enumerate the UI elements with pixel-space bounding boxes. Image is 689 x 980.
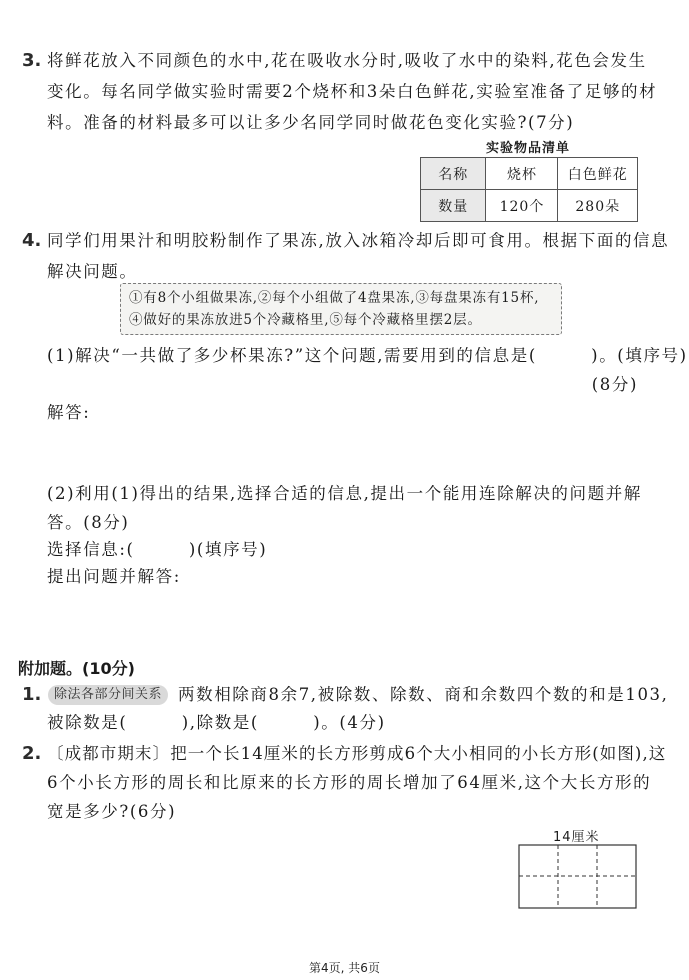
- table-header-cell: 名称: [421, 158, 486, 190]
- bonus-q2-number: 2.: [22, 743, 42, 764]
- bonus-q1-number: 1.: [22, 684, 42, 705]
- bonus-q1-line-1: 两数相除商8余7,被除数、除数、商和余数四个数的和是103,: [178, 685, 669, 704]
- bonus-q2-line-2: 6个小长方形的周长和比原来的长方形的周长增加了64厘米,这个大长方形的: [47, 773, 652, 792]
- table-caption: 实验物品清单: [486, 141, 571, 156]
- q3-number: 3.: [22, 50, 42, 71]
- q4-line-2: 解决问题。: [47, 262, 138, 281]
- table-header-cell: 白色鲜花: [558, 158, 638, 190]
- figure-length-label: 14厘米: [553, 830, 600, 845]
- q4-part1-score: (8分): [591, 375, 638, 394]
- table-header-cell: 烧杯: [486, 158, 558, 190]
- bonus-q1-line-2: 被除数是( ),除数是( )。(4分): [47, 713, 386, 732]
- q4-answer-label: 解答:: [47, 403, 91, 422]
- rectangle-figure: [518, 844, 638, 910]
- info-line: ④做好的果冻放进5个冷藏格里,⑤每个冷藏格里摆2层。: [129, 312, 482, 328]
- q3-line-3: 料。准备的材料最多可以让多少名同学同时做花色变化实验?(7分): [47, 113, 575, 132]
- q4-part1: (1)解决“一共做了多少杯果冻?”这个问题,需要用到的信息是( )。(填序号): [47, 346, 688, 365]
- q4-choose-info: 选择信息:( )(填序号): [47, 540, 268, 559]
- bonus-q1-tag: [48, 683, 168, 705]
- q3-line-1: 将鲜花放入不同颜色的水中,花在吸收水分时,吸收了水中的染料,花色会发生: [47, 51, 647, 70]
- bonus-q2-line-1: 〔成都市期末〕把一个长14厘米的长方形剪成6个大小相同的小长方形(如图),这: [47, 744, 667, 763]
- bonus-q2-line-3: 宽是多少?(6分): [47, 802, 177, 821]
- q4-number: 4.: [22, 230, 42, 251]
- q4-part2-line-2: 答。(8分): [47, 513, 130, 532]
- q4-pose-question: 提出问题并解答:: [47, 567, 181, 586]
- page-footer: 第4页, 共6页: [309, 961, 380, 975]
- q4-line-1: 同学们用果汁和明胶粉制作了果冻,放入冰箱冷却后即可食用。根据下面的信息: [47, 231, 670, 250]
- topic-tag: 除法各部分间关系: [48, 685, 168, 705]
- q3-line-2: 变化。每名同学做实验时需要2个烧杯和3朵白色鲜花,实验室准备了足够的材: [47, 82, 658, 101]
- bonus-title: 附加题。(10分): [18, 659, 135, 678]
- table-cell: 280朵: [558, 190, 638, 222]
- materials-table: [420, 157, 638, 222]
- table-cell: 120个: [486, 190, 558, 222]
- info-box: [120, 283, 562, 335]
- table-cell: 数量: [421, 190, 486, 222]
- info-line: ①有8个小组做果冻,②每个小组做了4盘果冻,③每盘果冻有15杯,: [129, 290, 540, 306]
- q4-part2-line-1: (2)利用(1)得出的结果,选择合适的信息,提出一个能用连除解决的问题并解: [47, 484, 642, 503]
